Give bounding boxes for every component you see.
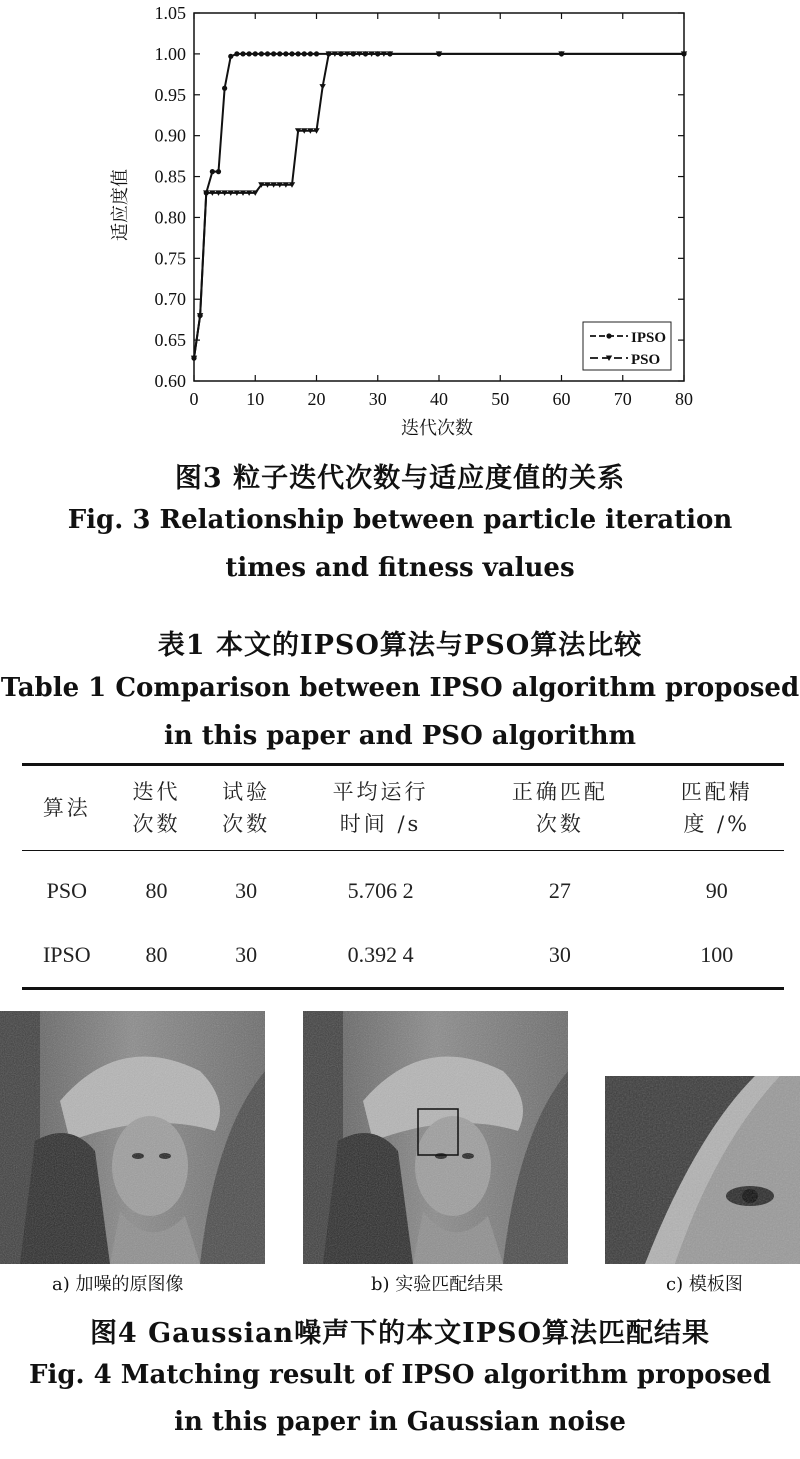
- table-cell: PSO: [46, 878, 87, 903]
- ipso-point: [314, 51, 319, 56]
- x-axis-label: 迭代次数: [401, 418, 473, 438]
- fitness-iteration-chart: [0, 0, 800, 445]
- y-tick-label: 0.90: [154, 125, 186, 146]
- subcaption-c: c) 模板图: [666, 1274, 743, 1295]
- ipso-point: [302, 51, 307, 56]
- ipso-point: [228, 54, 233, 59]
- table-header-cell: 正确匹配 次数: [511, 780, 608, 836]
- subcaption-b: b) 实验匹配结果: [371, 1274, 504, 1295]
- chart-legend: [583, 322, 671, 370]
- ipso-point: [210, 169, 215, 174]
- ipso-point: [296, 51, 301, 56]
- table-cell: 5.706 2: [347, 878, 414, 903]
- x-tick-label: 20: [307, 389, 326, 409]
- ipso-point: [265, 51, 270, 56]
- fig3-caption-en-line1: Fig. 3 Relationship between particle iteration: [67, 505, 733, 535]
- y-tick-label: 0.65: [154, 330, 186, 351]
- series-line-pso: [194, 54, 684, 358]
- noisy-original-image: [0, 1011, 265, 1264]
- ipso-point: [289, 51, 294, 56]
- table-cell: 80: [145, 942, 168, 967]
- table-header-cell: 算法: [42, 796, 91, 820]
- table-cell: 30: [235, 878, 258, 903]
- x-tick-label: 50: [491, 389, 510, 409]
- table-cell: 100: [700, 942, 734, 967]
- table-cell: 30: [548, 942, 571, 967]
- y-tick-label: 0.80: [154, 207, 186, 228]
- ipso-point: [240, 51, 245, 56]
- fig3-caption-cn: 图3 粒子迭代次数与适应度值的关系: [174, 463, 626, 494]
- series-pso: [191, 51, 687, 361]
- fig3-caption-en-line2: times and fitness values: [225, 553, 575, 583]
- y-tick-label: 1.00: [154, 43, 186, 64]
- table-header-row: [22, 765, 784, 851]
- legend-label-pso: PSO: [631, 352, 661, 368]
- ipso-point: [283, 51, 288, 56]
- table-cell: 80: [145, 878, 168, 903]
- y-tick-label: 0.70: [154, 289, 186, 310]
- x-tick-label: 80: [675, 389, 693, 409]
- ipso-point: [216, 169, 221, 174]
- table-cell: 27: [548, 878, 571, 903]
- ipso-point: [277, 51, 282, 56]
- table-cell: 0.392 4: [347, 942, 414, 967]
- table1-caption-cn: 表1 本文的IPSO算法与PSO算法比较: [157, 630, 643, 661]
- chart-series: [191, 51, 687, 361]
- matching-result-image: [303, 1011, 568, 1264]
- x-tick-label: 0: [189, 389, 199, 409]
- ipso-point: [247, 51, 252, 56]
- x-tick-label: 30: [368, 389, 387, 409]
- series-ipso: [191, 51, 686, 360]
- x-tick-label: 60: [552, 389, 571, 409]
- table-cell: 90: [705, 878, 728, 903]
- table1-caption-en-line1: Table 1 Comparison between IPSO algorithm proposed: [0, 673, 800, 703]
- table-cell: IPSO: [42, 942, 91, 967]
- ipso-point: [606, 333, 611, 338]
- ipso-point: [234, 51, 239, 56]
- fig4-caption-en-line1: Fig. 4 Matching result of IPSO algorithm proposed: [28, 1360, 772, 1390]
- y-tick-label: 0.60: [154, 371, 186, 391]
- fig4-caption-en-line2: in this paper in Gaussian noise: [174, 1407, 626, 1437]
- ipso-point: [259, 51, 264, 56]
- ipso-point: [271, 51, 276, 56]
- subcaption-a: a) 加噪的原图像: [52, 1274, 184, 1295]
- table-cell: 30: [235, 942, 258, 967]
- legend-label-ipso: IPSO: [631, 330, 667, 346]
- table-row: [22, 923, 784, 989]
- ipso-point: [222, 86, 227, 91]
- pso-point: [319, 84, 325, 90]
- x-tick-label: 70: [613, 389, 632, 409]
- series-line-ipso: [194, 54, 684, 358]
- table-header-cell: 迭代 次数: [132, 780, 181, 836]
- comparison-table: [22, 763, 784, 990]
- y-tick-label: 1.05: [154, 3, 186, 23]
- y-axis-label: 适应度值: [110, 169, 130, 241]
- fig4-caption-cn: 图4 Gaussian噪声下的本文IPSO算法匹配结果: [89, 1318, 711, 1349]
- y-tick-label: 0.95: [154, 84, 186, 105]
- y-tick-label: 0.85: [154, 166, 186, 187]
- ipso-point: [253, 51, 258, 56]
- x-tick-label: 40: [430, 389, 448, 409]
- table-header-cell: 匹配精 度 /%: [680, 780, 753, 836]
- table-header-cell: 试验 次数: [222, 780, 271, 836]
- ipso-point: [308, 51, 313, 56]
- table-row: [22, 851, 784, 924]
- table1-caption-en-line2: in this paper and PSO algorithm: [163, 721, 637, 751]
- template-image: [605, 1076, 800, 1264]
- y-tick-label: 0.75: [154, 248, 186, 269]
- x-tick-label: 10: [246, 389, 265, 409]
- table-header-cell: 平均运行 时间 /s: [332, 780, 429, 836]
